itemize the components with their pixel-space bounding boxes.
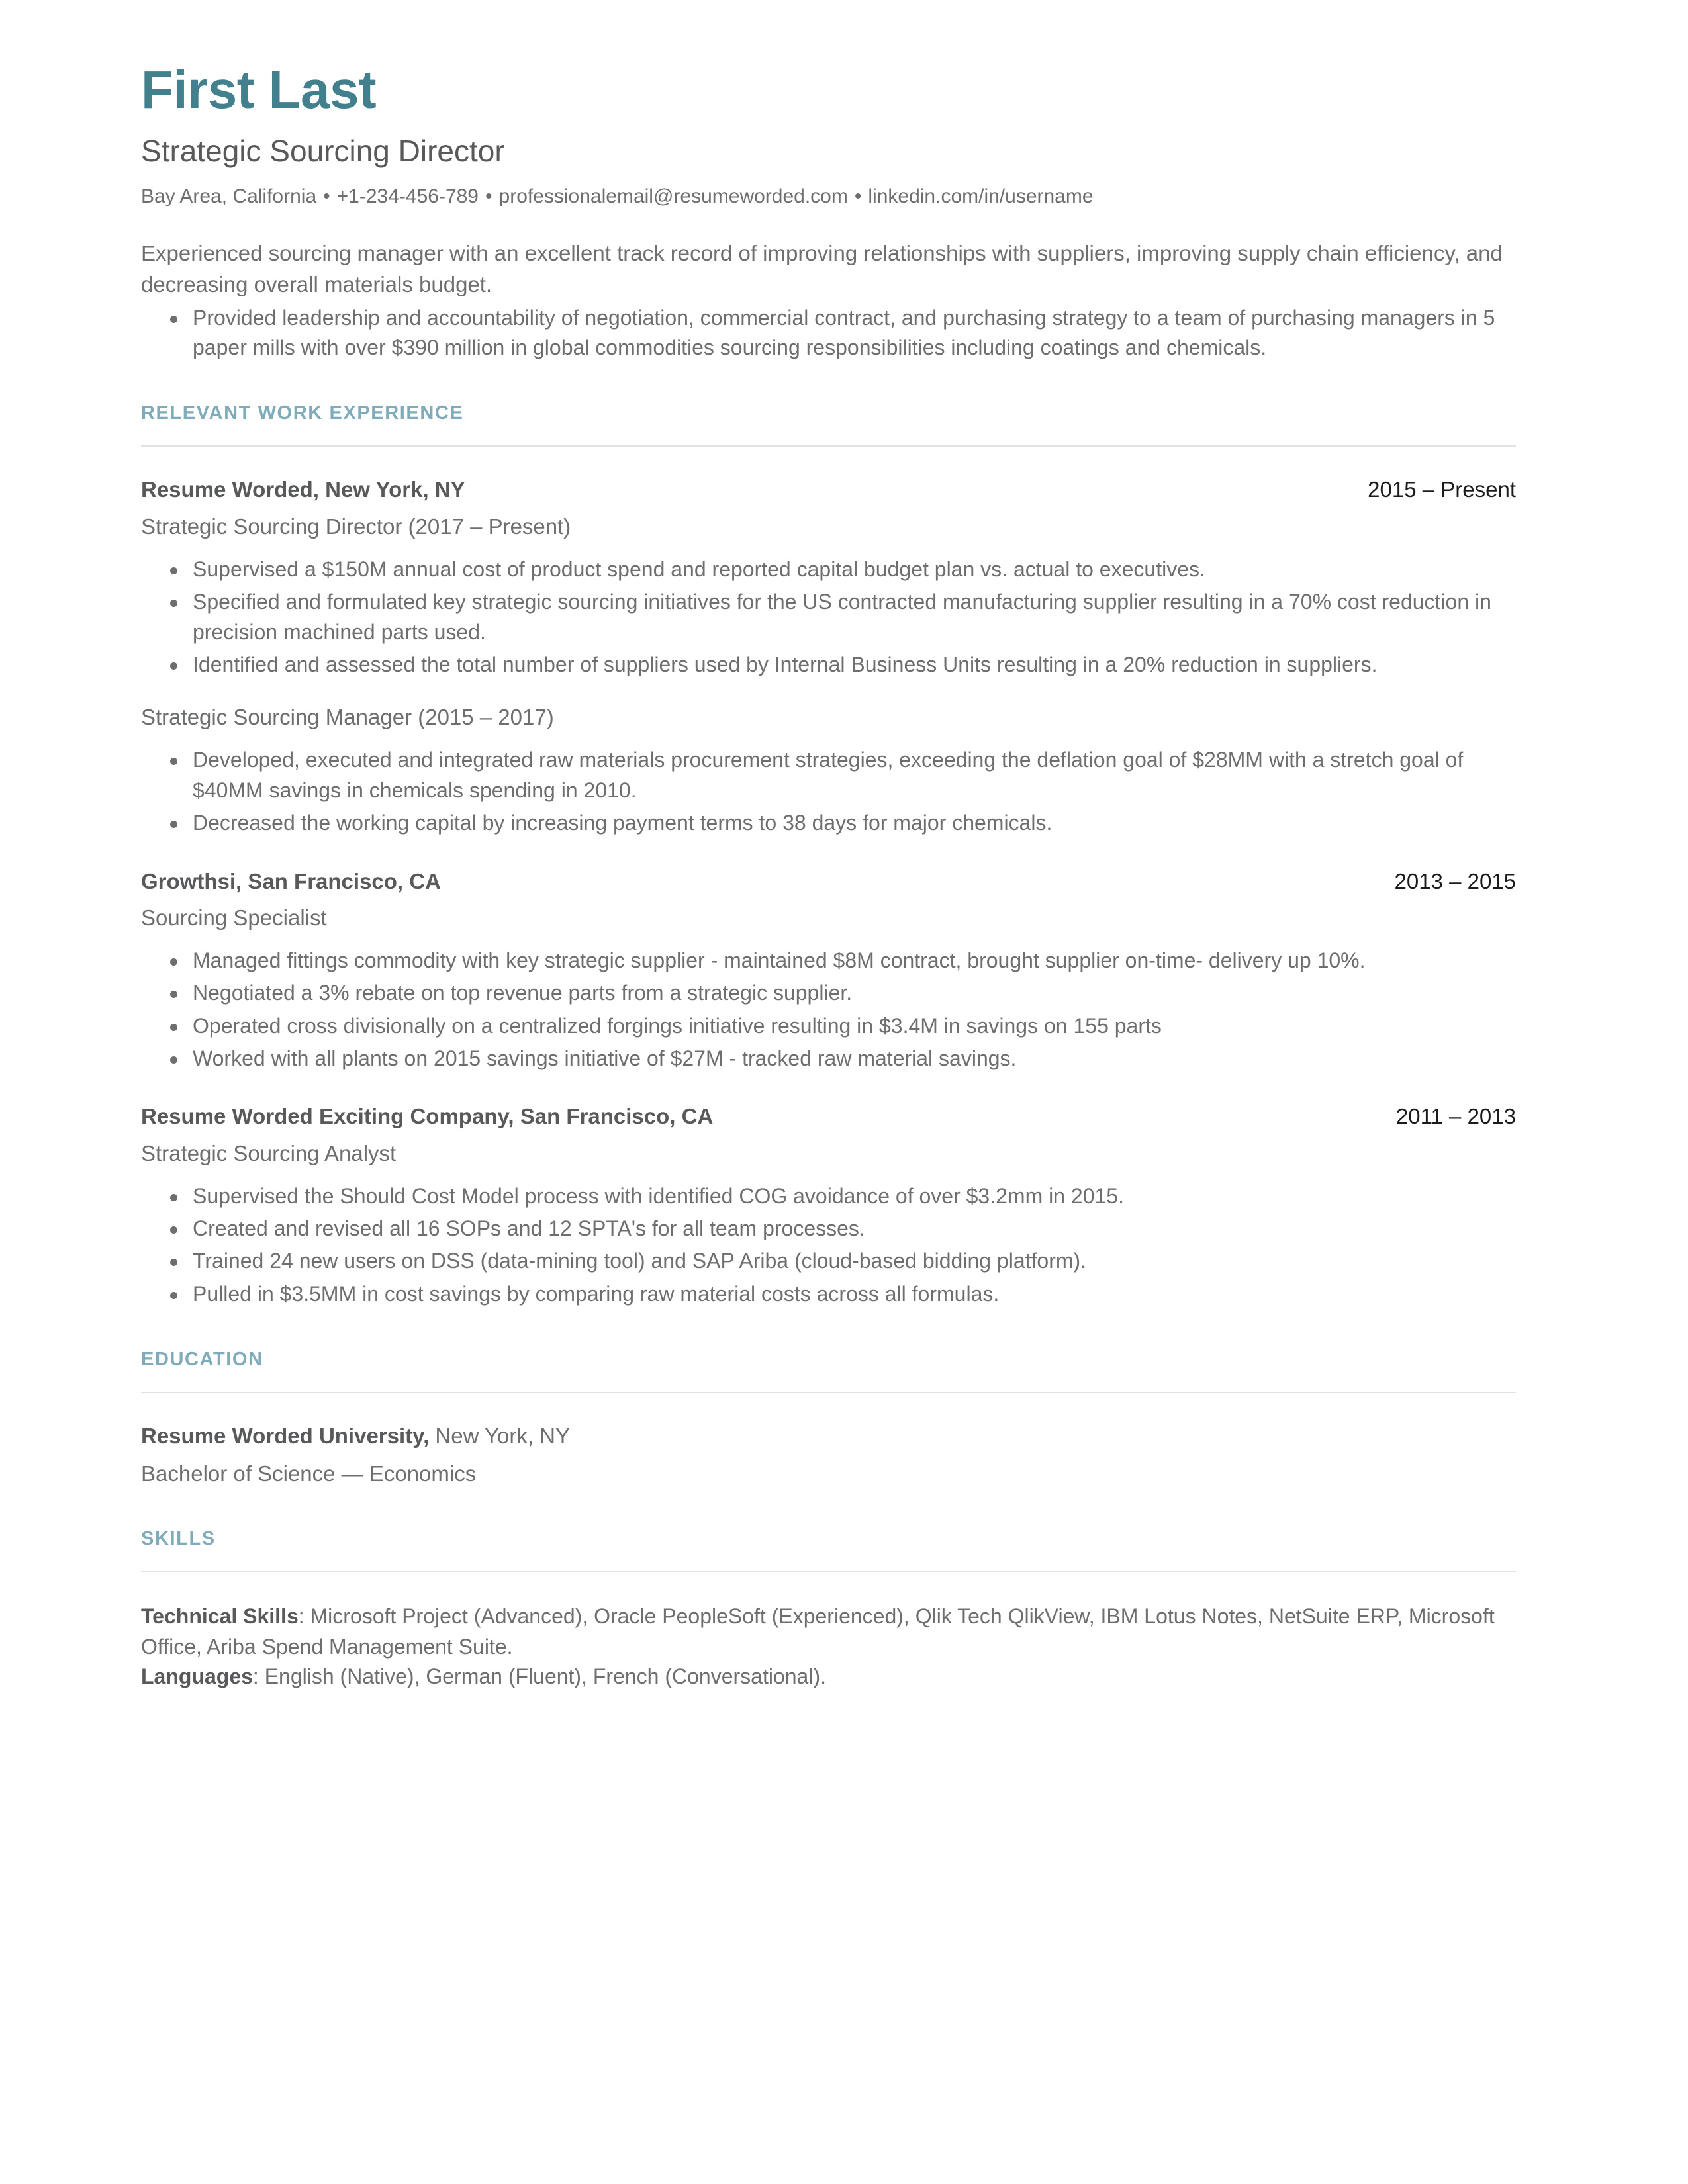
- contact-separator-3: •: [854, 185, 862, 207]
- role-bullet-list: [141, 946, 1516, 1074]
- entry-dates: 2011 – 2013: [1395, 1104, 1516, 1129]
- contact-phone: +1-234-456-789: [336, 185, 479, 207]
- role-bullet-list: [141, 1181, 1516, 1310]
- education-degree: Bachelor of Science — Economics: [141, 1461, 477, 1486]
- list-item: Pulled in $3.5MM in cost savings by comparing raw material costs across all formulas.: [141, 1279, 1516, 1309]
- entry-header: [141, 476, 1516, 503]
- candidate-headline: Strategic Sourcing Director: [141, 134, 505, 168]
- skills-section: [141, 1528, 1516, 1692]
- skill-value: : Microsoft Project (Advanced), Oracle PeopleSoft (Experienced), Qlik Tech QlikView, IBM Lotus Notes, NetSuite ERP, Microsoft Office, Ariba Spend Management Suite.: [141, 1604, 1495, 1659]
- role-title: Strategic Sourcing Manager (2015 – 2017): [141, 705, 554, 730]
- section-heading-skills: SKILLS: [141, 1528, 216, 1550]
- education-location: New York, NY: [429, 1424, 571, 1449]
- education-school: Resume Worded University,: [141, 1424, 430, 1449]
- role-bullet-list: [141, 555, 1516, 680]
- role-title: Strategic Sourcing Analyst: [141, 1140, 397, 1165]
- skill-label: Technical Skills: [141, 1604, 299, 1629]
- summary-section: [141, 238, 1516, 363]
- summary-bullet-list: [141, 303, 1516, 363]
- experience-section: [141, 402, 1516, 1309]
- role-title: Sourcing Specialist: [141, 905, 327, 930]
- contact-separator-1: •: [323, 185, 330, 207]
- company-name: Resume Worded Exciting Company, San Francisco, CA: [141, 1104, 714, 1129]
- skill-line: [141, 1602, 1516, 1662]
- list-item: Negotiated a 3% rebate on top revenue parts from a strategic supplier.: [141, 978, 1516, 1008]
- experience-entry: [141, 1103, 1516, 1309]
- section-heading-experience: RELEVANT WORK EXPERIENCE: [141, 402, 464, 424]
- summary-text: Experienced sourcing manager with an excellent track record of improving relationships with suppliers, improving supply chain efficiency, and decreasing overall materials budget.: [141, 240, 1503, 296]
- education-school-line: [141, 1422, 1516, 1451]
- experience-entry: [141, 476, 1516, 838]
- company-name: Growthsi, San Francisco, CA: [141, 868, 441, 893]
- contact-email[interactable]: professionalemail@resumeworded.com: [498, 185, 848, 207]
- list-item: Supervised a $150M annual cost of product spend and reported capital budget plan vs. actual to executives.: [141, 555, 1516, 584]
- section-heading-education: EDUCATION: [141, 1349, 263, 1371]
- list-item: Trained 24 new users on DSS (data-mining tool) and SAP Ariba (cloud-based bidding platform).: [141, 1246, 1516, 1276]
- experience-entry: [141, 868, 1516, 1074]
- list-item: Decreased the working capital by increasing payment terms to 38 days for major chemicals.: [141, 808, 1516, 838]
- education-section: [141, 1349, 1516, 1488]
- education-entry: [141, 1422, 1516, 1488]
- entry-header: [141, 868, 1516, 895]
- contact-linkedin[interactable]: linkedin.com/in/username: [868, 185, 1094, 207]
- resume-content: [141, 60, 1516, 1692]
- candidate-name: First Last: [141, 60, 377, 119]
- entry-dates: 2013 – 2015: [1394, 868, 1516, 893]
- list-item: Specified and formulated key strategic sourcing initiatives for the US contracted manufacturing supplier resulting in a 70% cost reduction in precision machined parts used.: [141, 587, 1516, 647]
- role-bullet-list: [141, 745, 1516, 838]
- contact-separator-2: •: [485, 185, 492, 207]
- role-title: Strategic Sourcing Director (2017 – Present): [141, 514, 571, 539]
- section-divider: [141, 1392, 1516, 1393]
- skill-line: [141, 1662, 1516, 1692]
- list-item: Supervised the Should Cost Model process with identified COG avoidance of over $3.2mm in 2015.: [141, 1181, 1516, 1211]
- list-item: Created and revised all 16 SOPs and 12 SPTA's for all team processes.: [141, 1214, 1516, 1244]
- list-item: Worked with all plants on 2015 savings initiative of $27M - tracked raw material savings.: [141, 1044, 1516, 1073]
- section-divider: [141, 445, 1516, 447]
- list-item: Managed fittings commodity with key strategic supplier - maintained $8M contract, brought supplier on-time- delivery up 10%.: [141, 946, 1516, 976]
- list-item: Provided leadership and accountability of negotiation, commercial contract, and purchasing strategy to a team of purchasing managers in 5 paper mills with over $390 million in global commodities sourcing responsibilities including coatings and chemicals.: [141, 303, 1516, 363]
- list-item: Identified and assessed the total number of suppliers used by Internal Business Units resulting in a 20% reduction in suppliers.: [141, 650, 1516, 680]
- contact-line: [141, 183, 1516, 209]
- list-item: Developed, executed and integrated raw materials procurement strategies, exceeding the deflation goal of $28MM with a stretch goal of $40MM savings in chemicals spending in 2010.: [141, 745, 1516, 805]
- contact-location: Bay Area, California: [141, 185, 317, 207]
- entry-dates: 2015 – Present: [1368, 477, 1516, 502]
- entry-header: [141, 1103, 1516, 1130]
- skills-block: [141, 1602, 1516, 1692]
- section-divider: [141, 1571, 1516, 1572]
- company-name: Resume Worded, New York, NY: [141, 477, 465, 502]
- list-item: Operated cross divisionally on a centralized forgings initiative resulting in $3.4M in savings on 155 parts: [141, 1011, 1516, 1041]
- resume-header: [141, 60, 1516, 209]
- skill-value: : English (Native), German (Fluent), French (Conversational).: [252, 1664, 826, 1689]
- skill-label: Languages: [141, 1664, 253, 1689]
